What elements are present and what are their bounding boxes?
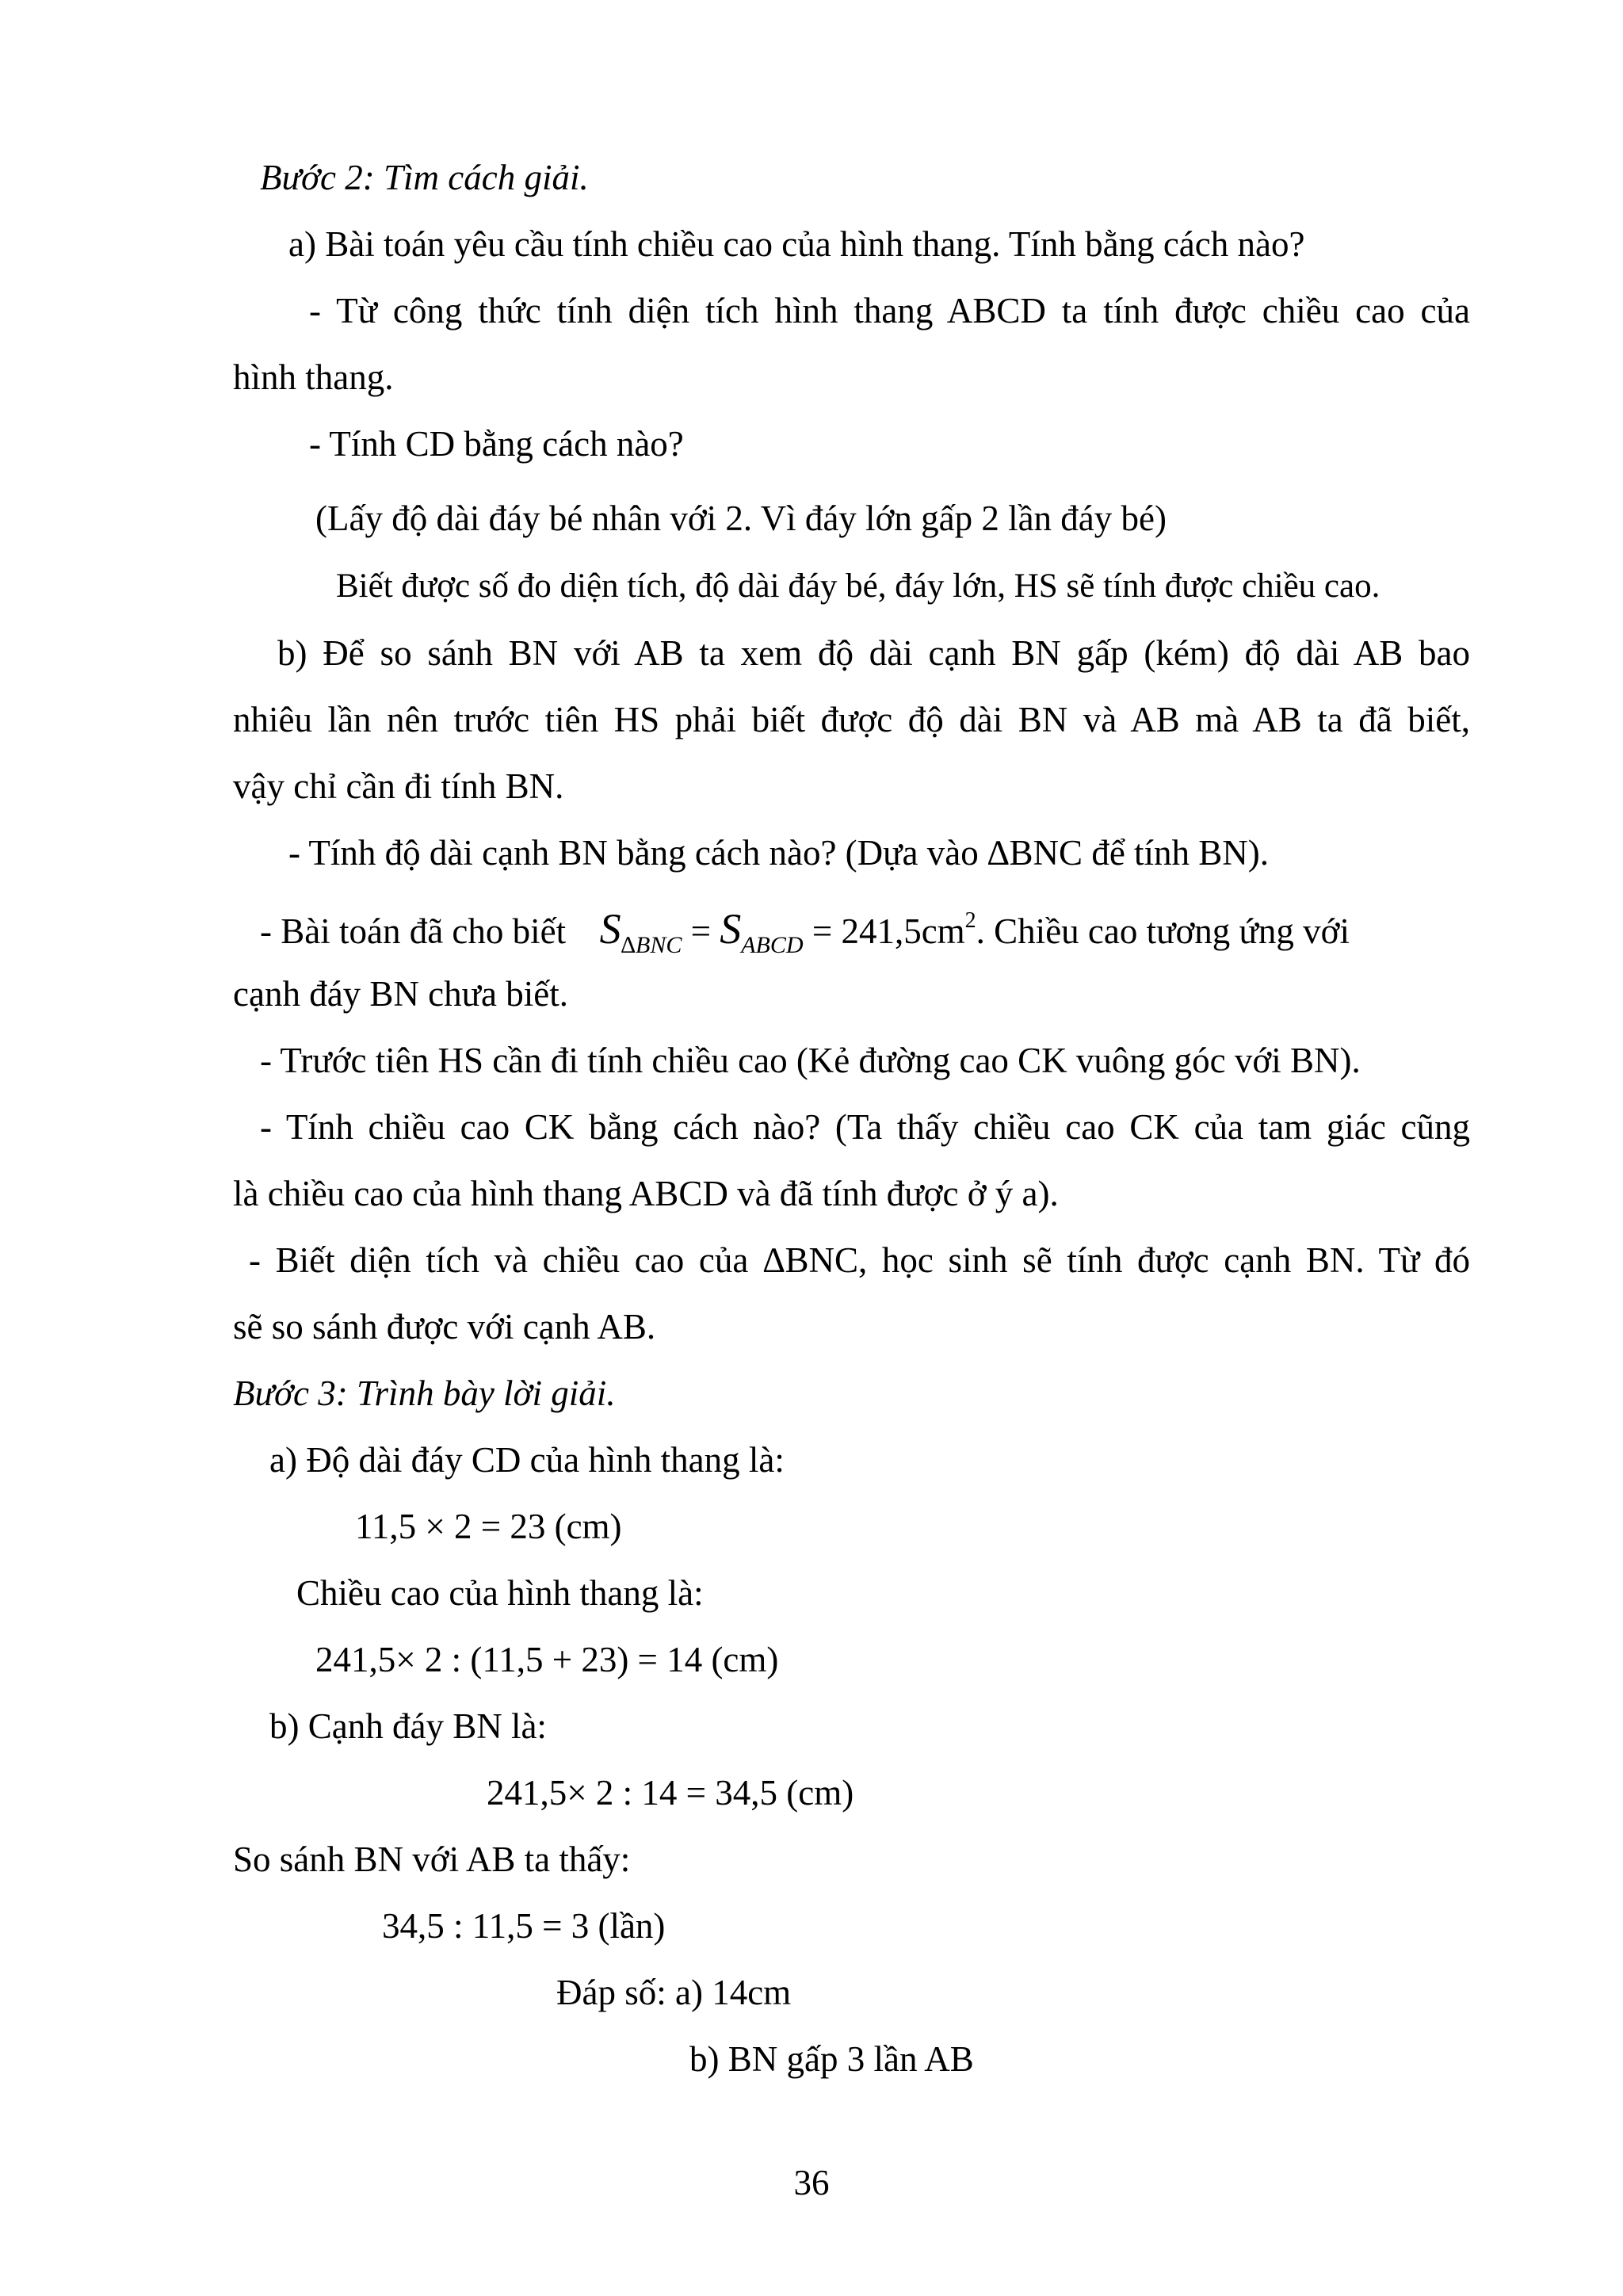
solution-a-label: a) Độ dài đáy CD của hình thang là: <box>269 1440 785 1480</box>
abcd-subscript: ABCD <box>741 932 804 958</box>
bn-how-question: - Tính độ dài cạnh BN bằng cách nào? (Dựa vào ∆BNC để tính BN). <box>288 833 1270 873</box>
know-area-line1: - Biết diện tích và chiều cao của ∆BNC, học sinh sẽ tính được cạnh BN. Từ đó <box>249 1240 1470 1280</box>
ck-how-line2: là chiều cao của hình thang ABCD và đã tính được ở ý a). <box>233 1174 1059 1213</box>
height-known-note: Biết được số đo diện tích, độ dài đáy bé, đáy lớn, HS sẽ tính được chiều cao. <box>336 567 1381 605</box>
part-b-compare-line2: nhiêu lần nên trước tiên HS phải biết được độ dài BN và AB mà AB ta đã biết, <box>233 700 1470 739</box>
calc-bn: 241,5× 2 : 14 = 34,5 (cm) <box>487 1773 854 1813</box>
calc-cd: 11,5 × 2 = 23 (cm) <box>355 1507 622 1546</box>
solution-b-label: b) Cạnh đáy BN là: <box>269 1706 547 1746</box>
calc-ratio: 34,5 : 11,5 = 3 (lần) <box>382 1906 666 1946</box>
step3-heading: Bước 3: Trình bày lời giải. <box>233 1373 616 1413</box>
step2-heading: Bước 2: Tìm cách giải. <box>260 158 589 197</box>
answer-b: b) BN gấp 3 lần AB <box>689 2039 974 2079</box>
compare-label: So sánh BN với AB ta thấy: <box>233 1839 631 1879</box>
cd-question: - Tính CD bằng cách nào? <box>309 424 684 464</box>
squared-superscript: 2 <box>964 908 976 933</box>
area-symbol-1: S <box>599 905 621 953</box>
know-area-line2: sẽ so sánh được với cạnh AB. <box>233 1307 656 1347</box>
part-b-compare-line1: b) Để so sánh BN với AB ta xem độ dài cạnh BN gấp (kém) độ dài AB bao <box>277 633 1470 673</box>
answer-a: Đáp số: a) 14cm <box>556 1973 792 2012</box>
given-area-equation <box>260 899 1350 968</box>
part-a-formula-line2: hình thang. <box>233 357 394 397</box>
part-a-formula-line1: - Từ công thức tính diện tích hình thang ABCD ta tính được chiều cao của <box>309 291 1470 330</box>
first-height-step: - Trước tiên HS cần đi tính chiều cao (Kẻ đường cao CK vuông góc với BN). <box>260 1041 1361 1080</box>
area-symbol-2: S <box>720 905 742 953</box>
equals-sign: = <box>690 911 711 951</box>
part-a-question: a) Bài toán yêu cầu tính chiều cao của hình thang. Tính bằng cách nào? <box>288 224 1305 264</box>
page-number: 36 <box>793 2163 830 2202</box>
part-b-compare-line3: vậy chỉ cần đi tính BN. <box>233 766 564 806</box>
given-value: = 241,5cm <box>812 911 965 951</box>
calc-height: 241,5× 2 : (11,5 + 23) = 14 (cm) <box>315 1640 779 1679</box>
ck-how-line1: - Tính chiều cao CK bằng cách nào? (Ta thấy chiều cao CK của tam giác cũng <box>260 1107 1470 1147</box>
given-line2: cạnh đáy BN chưa biết. <box>233 974 568 1014</box>
triangle-bnc-subscript: ∆BNC <box>621 932 682 958</box>
given-prefix: - Bài toán đã cho biết <box>260 911 567 951</box>
given-suffix: . Chiều cao tương ứng với <box>976 911 1350 951</box>
height-label: Chiều cao của hình thang là: <box>296 1573 704 1613</box>
cd-answer: (Lấy độ dài đáy bé nhân với 2. Vì đáy lớn gấp 2 lần đáy bé) <box>315 499 1167 538</box>
